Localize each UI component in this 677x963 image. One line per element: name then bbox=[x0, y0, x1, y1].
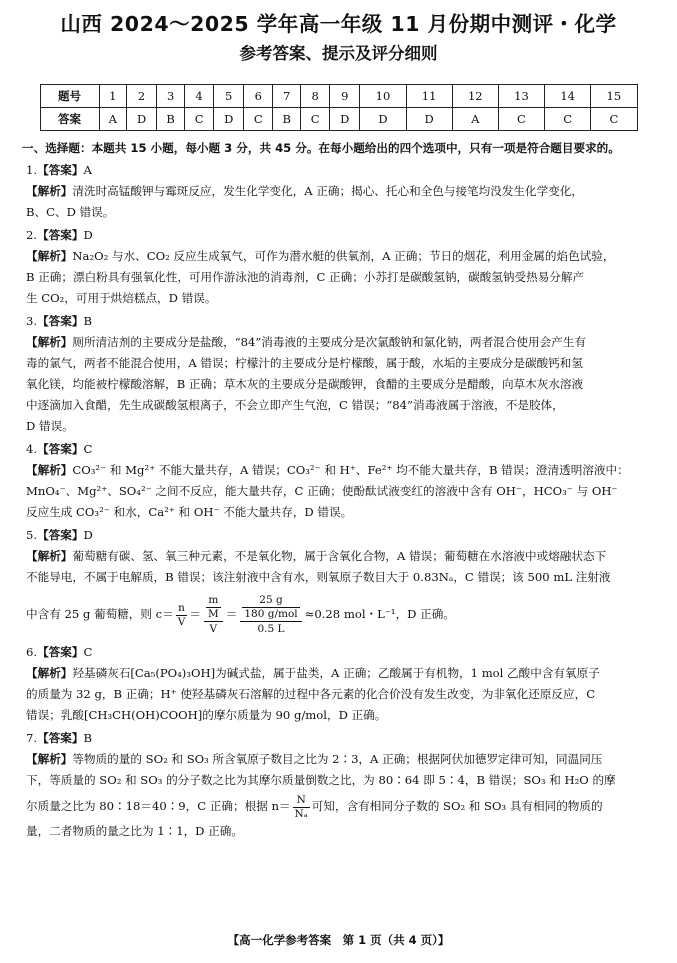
question-number: 4. bbox=[26, 442, 38, 456]
question-number-cell: 9 bbox=[330, 85, 360, 108]
question-block bbox=[26, 728, 651, 842]
answer-line bbox=[26, 311, 651, 332]
numerator: N bbox=[293, 794, 310, 808]
question-number-cell: 4 bbox=[185, 85, 214, 108]
numerator: m bbox=[206, 594, 221, 608]
numerator: 25 g bbox=[242, 594, 299, 608]
analysis-line-text: 清洗时高锰酸钾与霉斑反应，发生化学变化，A 正确；揭心、托心和全色与接笔均没发生化学变化， bbox=[72, 184, 583, 198]
answer-line bbox=[26, 642, 651, 663]
analysis-tag: 【解析】 bbox=[26, 249, 73, 263]
answer-cell: B bbox=[157, 108, 185, 131]
analysis-line bbox=[26, 684, 651, 705]
analysis-line-text: 厕所清洁剂的主要成分是盐酸，“84”消毒液的主要成分是次氯酸钠和氯化钠，两者混合使用会产生有 bbox=[72, 335, 586, 349]
analysis-tag: 【解析】 bbox=[26, 549, 73, 563]
question-number: 6. bbox=[26, 645, 38, 659]
answer-line bbox=[26, 525, 651, 546]
analysis-text bbox=[26, 332, 651, 437]
questions-list bbox=[26, 160, 651, 842]
question-number-cell: 14 bbox=[545, 85, 591, 108]
analysis-line-text: B、C、D 错误。 bbox=[26, 205, 115, 219]
analysis-text bbox=[26, 246, 651, 309]
question-number-cell: 15 bbox=[591, 85, 637, 108]
answer-cell: C bbox=[498, 108, 544, 131]
analysis-line-text: 葡萄糖有碳、氢、氧三种元素，不是氧化物，属于含氧化合物，A 错误；葡萄糖在水溶液中或熔融状态下 bbox=[72, 549, 607, 563]
analysis-line bbox=[26, 332, 651, 353]
question-number-cell: 7 bbox=[273, 85, 301, 108]
analysis-line-text: MnO₄⁻、Mg²⁺、SO₄²⁻ 之间不反应，能大量共存，C 正确；使酚酞试液变红的溶液中含有 OH⁻，HCO₃⁻ 与 OH⁻ bbox=[26, 484, 618, 498]
answer-value: B bbox=[83, 314, 92, 328]
answer-cell: B bbox=[273, 108, 301, 131]
formula-suffix: ≈0.28 mol・L⁻¹，D 正确。 bbox=[304, 607, 455, 621]
answer-table-number-row bbox=[40, 85, 637, 108]
answer-table bbox=[40, 84, 638, 131]
numerator bbox=[204, 594, 223, 622]
question-block bbox=[26, 160, 651, 223]
answer-tag: 【答案】 bbox=[37, 163, 84, 177]
answer-value: A bbox=[83, 163, 92, 177]
analysis-line bbox=[26, 288, 651, 309]
analysis-line bbox=[26, 481, 651, 502]
answer-cell: D bbox=[126, 108, 156, 131]
answer-cell: A bbox=[99, 108, 126, 131]
denominator: M bbox=[207, 607, 219, 620]
analysis-line-text: 可知，含有相同分子数的 SO₂ 和 SO₃ 具有相同的物质的 bbox=[311, 799, 603, 813]
answer-value: D bbox=[83, 528, 93, 542]
answer-tag: 【答案】 bbox=[37, 228, 84, 242]
analysis-line bbox=[26, 546, 651, 567]
analysis-line bbox=[26, 770, 651, 791]
question-number-cell: 8 bbox=[301, 85, 330, 108]
analysis-line bbox=[26, 705, 651, 726]
analysis-line bbox=[26, 181, 651, 202]
analysis-tag: 【解析】 bbox=[26, 335, 73, 349]
analysis-line bbox=[26, 460, 651, 481]
answer-value: C bbox=[83, 442, 93, 456]
answer-cell: D bbox=[406, 108, 452, 131]
answer-value: B bbox=[83, 731, 92, 745]
fraction-values bbox=[240, 594, 301, 637]
denominator: V bbox=[177, 615, 186, 628]
inner-fraction bbox=[206, 594, 221, 621]
page-footer: 【高一化学参考答案 第 1 页（共 4 页）】 bbox=[227, 933, 450, 947]
denominator: Nₐ bbox=[294, 807, 308, 820]
fraction-n-over-v bbox=[176, 602, 188, 629]
analysis-line-text: 不能导电，不属于电解质，B 错误；该注射液中含有水，则氧原子数目大于 0.83Nₐ，C 错误；该 500 mL 注射液 bbox=[26, 570, 611, 584]
question-number-cell: 12 bbox=[452, 85, 498, 108]
analysis-line bbox=[26, 395, 651, 416]
analysis-line bbox=[26, 246, 651, 267]
answer-tag: 【答案】 bbox=[37, 731, 84, 745]
analysis-tag: 【解析】 bbox=[26, 752, 73, 766]
inner-fraction bbox=[242, 594, 299, 621]
row-label-number: 题号 bbox=[40, 85, 99, 108]
answer-value: C bbox=[83, 645, 93, 659]
analysis-line bbox=[26, 567, 651, 588]
answer-cell: A bbox=[452, 108, 498, 131]
question-number-cell: 10 bbox=[360, 85, 406, 108]
answer-table-answer-row bbox=[40, 108, 637, 131]
answer-cell: C bbox=[185, 108, 214, 131]
analysis-line-text: 毒的氯气，两者不能混合使用，A 错误；柠檬汁的主要成分是柠檬酸，属于酸，水垢的主要成分是碳酸钙和氢 bbox=[26, 356, 583, 370]
analysis-line-text: 下，等质量的 SO₂ 和 SO₃ 的分子数之比为其摩尔质量倒数之比，为 80∶64 即 5∶4，B 错误；SO₃ 和 H₂O 的摩 bbox=[26, 773, 616, 787]
answer-cell: D bbox=[330, 108, 360, 131]
question-block bbox=[26, 642, 651, 726]
analysis-line bbox=[26, 202, 651, 223]
analysis-text bbox=[26, 546, 651, 640]
analysis-line-text: CO₃²⁻ 和 Mg²⁺ 不能大量共存，A 错误；CO₃²⁻ 和 H⁺、Fe²⁺ 均不能大量共存，B 错误；澄清透明溶液中： bbox=[72, 463, 629, 477]
analysis-line bbox=[26, 267, 651, 288]
question-number: 1. bbox=[26, 163, 38, 177]
analysis-line-text: 中逐滴加入食醋，先生成碳酸氢根离子，不会立即产生气泡，C 错误；“84”消毒液属于溶液，不是胶体， bbox=[26, 398, 564, 412]
answer-line bbox=[26, 225, 651, 246]
analysis-line bbox=[26, 416, 651, 437]
question-number-cell: 11 bbox=[406, 85, 452, 108]
question-number-cell: 6 bbox=[244, 85, 273, 108]
answer-cell: C bbox=[545, 108, 591, 131]
answer-tag: 【答案】 bbox=[37, 314, 84, 328]
analysis-tag: 【解析】 bbox=[26, 666, 73, 680]
question-block bbox=[26, 439, 651, 523]
answer-tag: 【答案】 bbox=[37, 645, 84, 659]
answer-line bbox=[26, 160, 651, 181]
analysis-line bbox=[26, 791, 651, 821]
question-block bbox=[26, 311, 651, 437]
question-number-cell: 1 bbox=[99, 85, 126, 108]
question-block bbox=[26, 525, 651, 640]
answer-cell: D bbox=[360, 108, 406, 131]
analysis-line bbox=[26, 821, 651, 842]
analysis-line-text: 量，二者物质的量之比为 1∶1，D 正确。 bbox=[26, 824, 243, 838]
analysis-line-text: 氧化镁，均能被柠檬酸溶解，B 正确；草木灰的主要成分是碳酸钾，食醋的主要成分是醋酸，向草木灰水溶液 bbox=[26, 377, 584, 391]
answer-cell: C bbox=[244, 108, 273, 131]
question-number-cell: 3 bbox=[157, 85, 185, 108]
question-number-cell: 13 bbox=[498, 85, 544, 108]
analysis-line-text: 等物质的量的 SO₂ 和 SO₃ 所含氧原子数目之比为 2∶3，A 正确；根据阿伏加德罗定律可知，同温同压 bbox=[72, 752, 603, 766]
denominator: 0.5 L bbox=[257, 622, 285, 635]
formula-prefix: 中含有 25 g 葡萄糖，则 c＝ bbox=[26, 607, 174, 621]
analysis-line-text: 羟基磷灰石[Ca₅(PO₄)₃OH]为碱式盐，属于盐类，A 正确；乙酸属于有机物，1 mol 乙酸中含有氧原子 bbox=[72, 666, 600, 680]
question-number-cell: 2 bbox=[126, 85, 156, 108]
denominator: V bbox=[209, 622, 218, 635]
section-heading: 一、选择题：本题共 15 小题，每小题 3 分，共 45 分。在每小题给出的四个选项中，只有一项是符合题目要求的。 bbox=[22, 141, 620, 155]
answer-line bbox=[26, 439, 651, 460]
question-number: 3. bbox=[26, 314, 38, 328]
analysis-line-text: 尔质量之比为 80∶18＝40∶9，C 正确；根据 n＝ bbox=[26, 799, 291, 813]
answer-value: D bbox=[83, 228, 93, 242]
analysis-line bbox=[26, 374, 651, 395]
analysis-text bbox=[26, 460, 651, 523]
question-number: 5. bbox=[26, 528, 38, 542]
analysis-text bbox=[26, 663, 651, 726]
analysis-line bbox=[26, 749, 651, 770]
question-number: 2. bbox=[26, 228, 38, 242]
answer-tag: 【答案】 bbox=[37, 528, 84, 542]
analysis-text bbox=[26, 181, 651, 223]
analysis-line-text: 生 CO₂，可用于烘焙糕点，D 错误。 bbox=[26, 291, 217, 305]
denominator: 180 g/mol bbox=[244, 607, 298, 620]
answer-line bbox=[26, 728, 651, 749]
answer-tag: 【答案】 bbox=[37, 442, 84, 456]
page-title: 山西 2024～2025 学年高一年级 11 月份期中测评・化学 bbox=[60, 12, 617, 36]
question-number-cell: 5 bbox=[214, 85, 244, 108]
analysis-line bbox=[26, 353, 651, 374]
question-block bbox=[26, 225, 651, 309]
concentration-formula: 中含有 25 g 葡萄糖，则 c＝ $\frac{n}{V}$ ＝ $\frac{\frac{m}{M}}{V}$ ＝ $\frac{25 g}{\text{180 g/mol}}$ 0.5 L ≈0.28 mol・L⁻¹，D 正确。 bbox=[26, 593, 455, 635]
analysis-tag: 【解析】 bbox=[26, 184, 73, 198]
page-subtitle: 参考答案、提示及评分细则 bbox=[239, 44, 438, 63]
analysis-line bbox=[26, 502, 651, 523]
answer-cell: C bbox=[591, 108, 637, 131]
numerator: n bbox=[176, 602, 188, 616]
numerator bbox=[240, 594, 301, 622]
analysis-line-text: B 正确；漂白粉具有强氧化性，可用作游泳池的消毒剂，C 正确；小苏打是碳酸氢钠，碳酸氢钠受热易分解产 bbox=[26, 270, 585, 284]
analysis-line-text: Na₂O₂ 与水、CO₂ 反应生成氧气，可作为潜水艇的供氧剂，A 正确；节日的烟花，利用金属的焰色试验， bbox=[72, 249, 615, 263]
analysis-line bbox=[26, 663, 651, 684]
analysis-line-text: 的质量为 32 g，B 正确；H⁺ 使羟基磷灰石溶解的过程中各元素的化合价没有发生改变，为非氧化还原反应，C bbox=[26, 687, 596, 701]
fraction-m-over-M-over-v bbox=[204, 594, 223, 637]
fraction-N-over-NA bbox=[293, 794, 310, 821]
analysis-line-text: 反应生成 CO₃²⁻ 和水，Ca²⁺ 和 OH⁻ 不能大量共存，D 错误。 bbox=[26, 505, 353, 519]
question-number: 7. bbox=[26, 731, 38, 745]
analysis-line-text: 错误；乳酸[CH₃CH(OH)COOH]的摩尔质量为 90 g/mol，D 正确。 bbox=[26, 708, 387, 722]
analysis-tag: 【解析】 bbox=[26, 463, 73, 477]
analysis-line-text: D 错误。 bbox=[26, 419, 74, 433]
analysis-text bbox=[26, 749, 651, 842]
row-label-answer: 答案 bbox=[40, 108, 99, 131]
answer-cell: C bbox=[301, 108, 330, 131]
answer-cell: D bbox=[214, 108, 244, 131]
